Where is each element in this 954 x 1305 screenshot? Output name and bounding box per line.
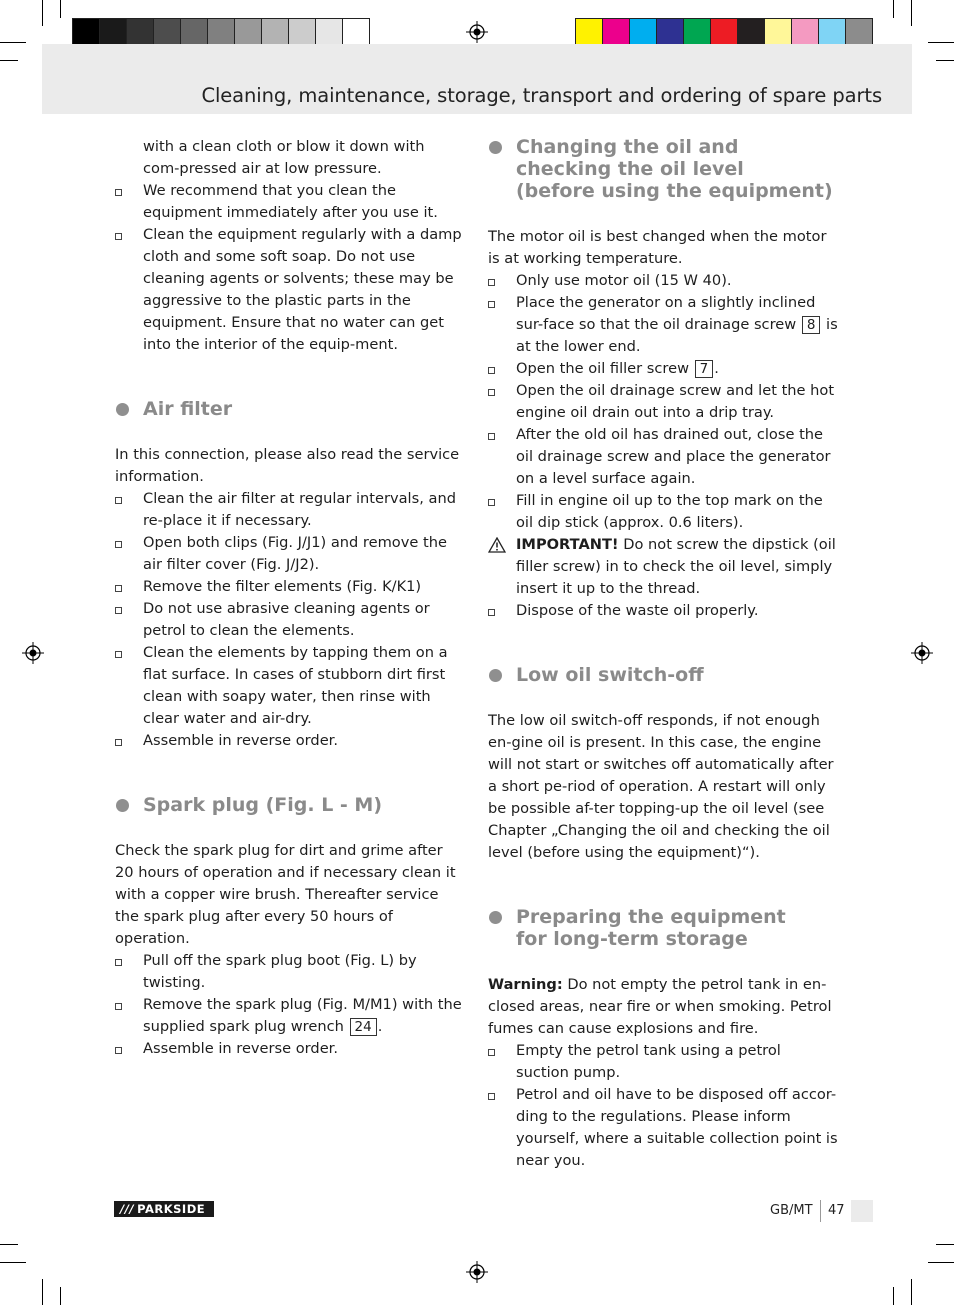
left-column xyxy=(115,136,463,1060)
right-column xyxy=(488,136,838,1172)
list-item: Open the oil drainage screw and let the hot engine oil drain out into a drip tray. xyxy=(488,380,838,424)
color-swatch xyxy=(818,18,846,46)
part-reference-number: 7 xyxy=(695,360,714,378)
color-swatch xyxy=(315,18,343,46)
paragraph: In this connection, please also read the service information. xyxy=(115,446,460,485)
list-item: Clean the equipment regularly with a damp cloth and some soft soap. Do not use cleaning agents or solvents; these may be aggressive to the plastic parts in the equipment. Ensure that no water can get into the interior of the equip-ment. xyxy=(115,224,463,356)
registration-mark-icon xyxy=(22,642,44,664)
color-swatch xyxy=(153,18,181,46)
checkbox-bullet-icon xyxy=(115,189,122,196)
list-item: Petrol and oil have to be disposed off accor-ding to the regulations. Please inform yourself, where a suitable collection point is near you. xyxy=(488,1084,838,1172)
checkbox-bullet-icon xyxy=(488,389,495,396)
paragraph: The motor oil is best changed when the motor is at working temperature. xyxy=(488,228,827,267)
checkbox-bullet-icon xyxy=(488,301,495,308)
color-swatch xyxy=(764,18,792,46)
list-item: Open the oil filler screw 7 . xyxy=(488,358,838,380)
page-number-tab xyxy=(851,1200,873,1222)
color-swatch xyxy=(288,18,316,46)
checkbox-bullet-icon xyxy=(115,541,122,548)
checkbox-bullet-icon xyxy=(488,1049,495,1056)
color-swatch xyxy=(710,18,738,46)
checkbox-bullet-icon xyxy=(115,739,122,746)
list-item: Pull off the spark plug boot (Fig. L) by twisting. xyxy=(115,950,463,994)
checkbox-bullet-icon xyxy=(115,1047,122,1054)
section-heading-oil-change: Changing the oil and checking the oil level (before using the equipment) xyxy=(488,136,838,202)
list-item: Empty the petrol tank using a petrol suction pump. xyxy=(488,1040,838,1084)
list-item: Place the generator on a slightly inclined sur-face so that the oil drainage screw 8 is at the lower end. xyxy=(488,292,838,358)
list-item: Clean the elements by tapping them on a flat surface. In cases of stubborn dirt first clean with soapy water, then rinse with clear water and air-dry. xyxy=(115,642,463,730)
crop-mark xyxy=(928,42,954,43)
checkbox-bullet-icon xyxy=(115,585,122,592)
checkbox-bullet-icon xyxy=(488,279,495,286)
list-item: Assemble in reverse order. xyxy=(115,1038,463,1060)
bullet-dot-icon xyxy=(116,799,129,812)
registration-mark-icon xyxy=(911,642,933,664)
page-title: Cleaning, maintenance, storage, transport and ordering of spare parts xyxy=(201,84,882,107)
list-item: Remove the spark plug (Fig. M/M1) with the supplied spark plug wrench 24 . xyxy=(115,994,463,1038)
color-swatch xyxy=(234,18,262,46)
crop-mark xyxy=(42,0,43,26)
bullet-dot-icon xyxy=(489,911,502,924)
checkbox-bullet-icon xyxy=(488,499,495,506)
color-swatch xyxy=(845,18,873,46)
paragraph: Check the spark plug for dirt and grime after 20 hours of operation and if necessary clean it with a copper wire brush. Thereafter service the spark plug after every 50 hours of operation. xyxy=(115,842,456,947)
list-item: We recommend that you clean the equipment immediately after you use it. xyxy=(115,180,463,224)
part-reference-number: 24 xyxy=(350,1018,377,1036)
paragraph: The low oil switch-off responds, if not enough en-gine oil is present. In this case, the engine will not start or switches off automatically after a short pe-riod of operation. A restart will only be possible af-ter topping-up the oil level (see Chapter „Changing the oil and checking the oil level (before using the equipment)“). xyxy=(488,712,834,861)
list-item: Remove the filter elements (Fig. K/K1) xyxy=(115,576,463,598)
crop-mark xyxy=(893,0,894,18)
color-swatch xyxy=(737,18,765,46)
list-item: Do not use abrasive cleaning agents or petrol to clean the elements. xyxy=(115,598,463,642)
gray-calibration-bar xyxy=(72,18,369,46)
list-item: with a clean cloth or blow it down with com-pressed air at low pressure. xyxy=(143,138,425,177)
section-heading-low-oil: Low oil switch-off xyxy=(488,664,838,686)
color-calibration-bar xyxy=(575,18,872,46)
color-swatch xyxy=(791,18,819,46)
checkbox-bullet-icon xyxy=(488,1093,495,1100)
section-heading-air-filter: Air filter xyxy=(115,398,463,420)
section-heading-spark-plug: Spark plug (Fig. L - M) xyxy=(115,794,463,816)
part-reference-number: 8 xyxy=(802,316,821,334)
crop-mark xyxy=(60,0,61,18)
crop-mark xyxy=(936,60,954,61)
list-item: After the old oil has drained out, close the oil drainage screw and place the generator on a level surface again. xyxy=(488,424,838,490)
checkbox-bullet-icon xyxy=(488,609,495,616)
checkbox-bullet-icon xyxy=(115,607,122,614)
checkbox-bullet-icon xyxy=(115,1003,122,1010)
color-swatch xyxy=(261,18,289,46)
checkbox-bullet-icon xyxy=(115,233,122,240)
crop-mark xyxy=(911,0,912,26)
crop-mark xyxy=(928,1262,954,1263)
color-swatch xyxy=(656,18,684,46)
color-swatch xyxy=(575,18,603,46)
crop-mark xyxy=(0,1262,26,1263)
list-item: Assemble in reverse order. xyxy=(115,730,463,752)
color-swatch xyxy=(126,18,154,46)
page-number: 47 xyxy=(828,1203,845,1218)
section-heading-storage: Preparing the equipment for long-term storage xyxy=(488,906,838,950)
brand-logo: /// PARKSIDE xyxy=(114,1201,214,1217)
crop-mark xyxy=(911,1279,912,1305)
registration-mark-icon xyxy=(466,21,488,43)
crop-mark xyxy=(893,1287,894,1305)
list-item: Open both clips (Fig. J/J1) and remove the air filter cover (Fig. J/J2). xyxy=(115,532,463,576)
crop-mark xyxy=(0,42,26,43)
checkbox-bullet-icon xyxy=(115,651,122,658)
registration-mark-icon xyxy=(466,1261,488,1283)
crop-mark xyxy=(60,1287,61,1305)
crop-mark xyxy=(0,1244,18,1245)
list-item: Clean the air filter at regular intervals, and re-place it if necessary. xyxy=(115,488,463,532)
color-swatch xyxy=(180,18,208,46)
checkbox-bullet-icon xyxy=(488,367,495,374)
bullet-dot-icon xyxy=(116,403,129,416)
color-swatch xyxy=(72,18,100,46)
crop-mark xyxy=(0,60,18,61)
crop-mark xyxy=(42,1279,43,1305)
warning-triangle-icon xyxy=(488,537,506,553)
color-swatch xyxy=(342,18,370,46)
list-item: Dispose of the waste oil properly. xyxy=(488,600,838,622)
list-item: Fill in engine oil up to the top mark on the oil dip stick (approx. 0.6 liters). xyxy=(488,490,838,534)
bullet-dot-icon xyxy=(489,669,502,682)
bullet-dot-icon xyxy=(489,141,502,154)
color-swatch xyxy=(207,18,235,46)
color-swatch xyxy=(683,18,711,46)
checkbox-bullet-icon xyxy=(115,497,122,504)
language-code: GB/MT xyxy=(770,1203,813,1218)
footer-divider xyxy=(820,1200,821,1222)
color-swatch xyxy=(629,18,657,46)
checkbox-bullet-icon xyxy=(115,959,122,966)
color-swatch xyxy=(99,18,127,46)
warning-paragraph: Warning: Do not empty the petrol tank in en-closed areas, near fire or when smoking. Petrol fumes can cause explosions and fire. xyxy=(488,976,832,1037)
crop-mark xyxy=(936,1244,954,1245)
checkbox-bullet-icon xyxy=(488,433,495,440)
color-swatch xyxy=(602,18,630,46)
list-item: Only use motor oil (15 W 40). xyxy=(488,270,838,292)
important-note: IMPORTANT! Do not screw the dipstick (oil filler screw) in to check the oil level, simply insert it up to the thread. xyxy=(488,534,838,600)
